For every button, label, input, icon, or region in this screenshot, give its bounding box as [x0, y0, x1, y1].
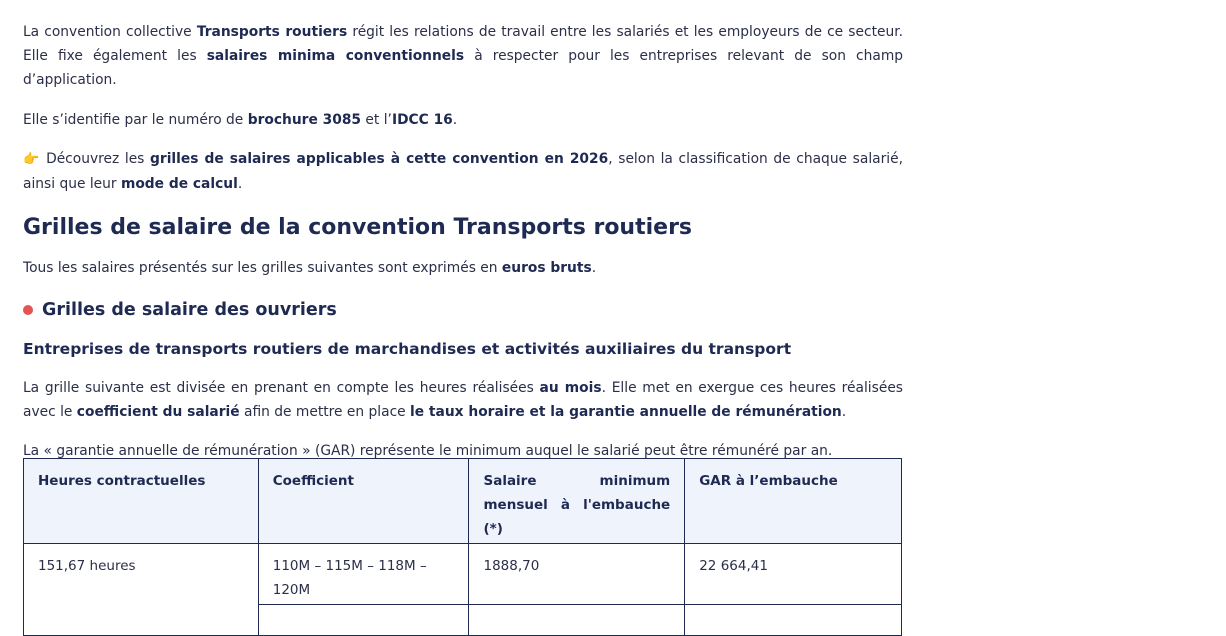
- idcc-paragraph: Elle s’identifie par le numéro de brochure 3085 et l’IDCC 16.: [23, 112, 458, 128]
- intro-paragraph: La convention collective Transports routiers régit les relations de travail entre les salariés et les employeurs de ce secteur. Elle fixe également les salaires minima conventionnels à respecter pour les entreprises relevant de son champ d’application.: [23, 24, 904, 88]
- cell-heures: 151,67 heures: [24, 544, 259, 636]
- header-gar: GAR à l’embauche: [685, 459, 902, 544]
- table-header-row: [24, 459, 902, 544]
- subsection-title: Grilles de salaire des ouvriers: [23, 297, 903, 323]
- cell-coefficient: 110M – 115M – 118M – 120M: [258, 544, 469, 605]
- header-coefficient: Coefficient: [258, 459, 469, 544]
- section-title: Grilles de salaire de la convention Transports routiers: [23, 215, 693, 240]
- table-row: [24, 544, 902, 605]
- salary-table: [23, 458, 902, 636]
- grid-description-paragraph: La grille suivante est divisée en prenant en compte les heures réalisées au mois. Elle met en exergue ces heures réalisées avec le coefficient du salarié afin de mettre en place le taux horaire et la garantie annuelle de rémunération.: [23, 380, 903, 420]
- cell-salaire: 1888,70: [469, 544, 685, 605]
- header-heures: Heures contractuelles: [24, 459, 259, 544]
- cell-empty: [258, 605, 469, 636]
- pointing-hand-icon: 👉: [23, 152, 41, 167]
- gar-definition-paragraph: La « garantie annuelle de rémunération » (GAR) représente le minimum auquel le salarié peut être rémunéré par an.: [23, 443, 833, 459]
- article-content: [23, 20, 903, 463]
- header-salaire: Salaire minimum mensuel à l'embauche (*): [469, 459, 685, 544]
- cell-empty: [685, 605, 902, 636]
- bullet-dot-icon: [23, 305, 33, 315]
- cell-empty: [469, 605, 685, 636]
- subsubsection-title: Entreprises de transports routiers de marchandises et activités auxiliaires du transport: [23, 340, 792, 358]
- discover-paragraph: 👉 Découvrez les grilles de salaires applicables à cette convention en 2026, selon la classification de chaque salarié, ainsi que leur mode de calcul.: [23, 151, 903, 192]
- euros-bruts-paragraph: Tous les salaires présentés sur les grilles suivantes sont exprimés en euros bruts.: [23, 260, 597, 276]
- cell-gar: 22 664,41: [685, 544, 902, 605]
